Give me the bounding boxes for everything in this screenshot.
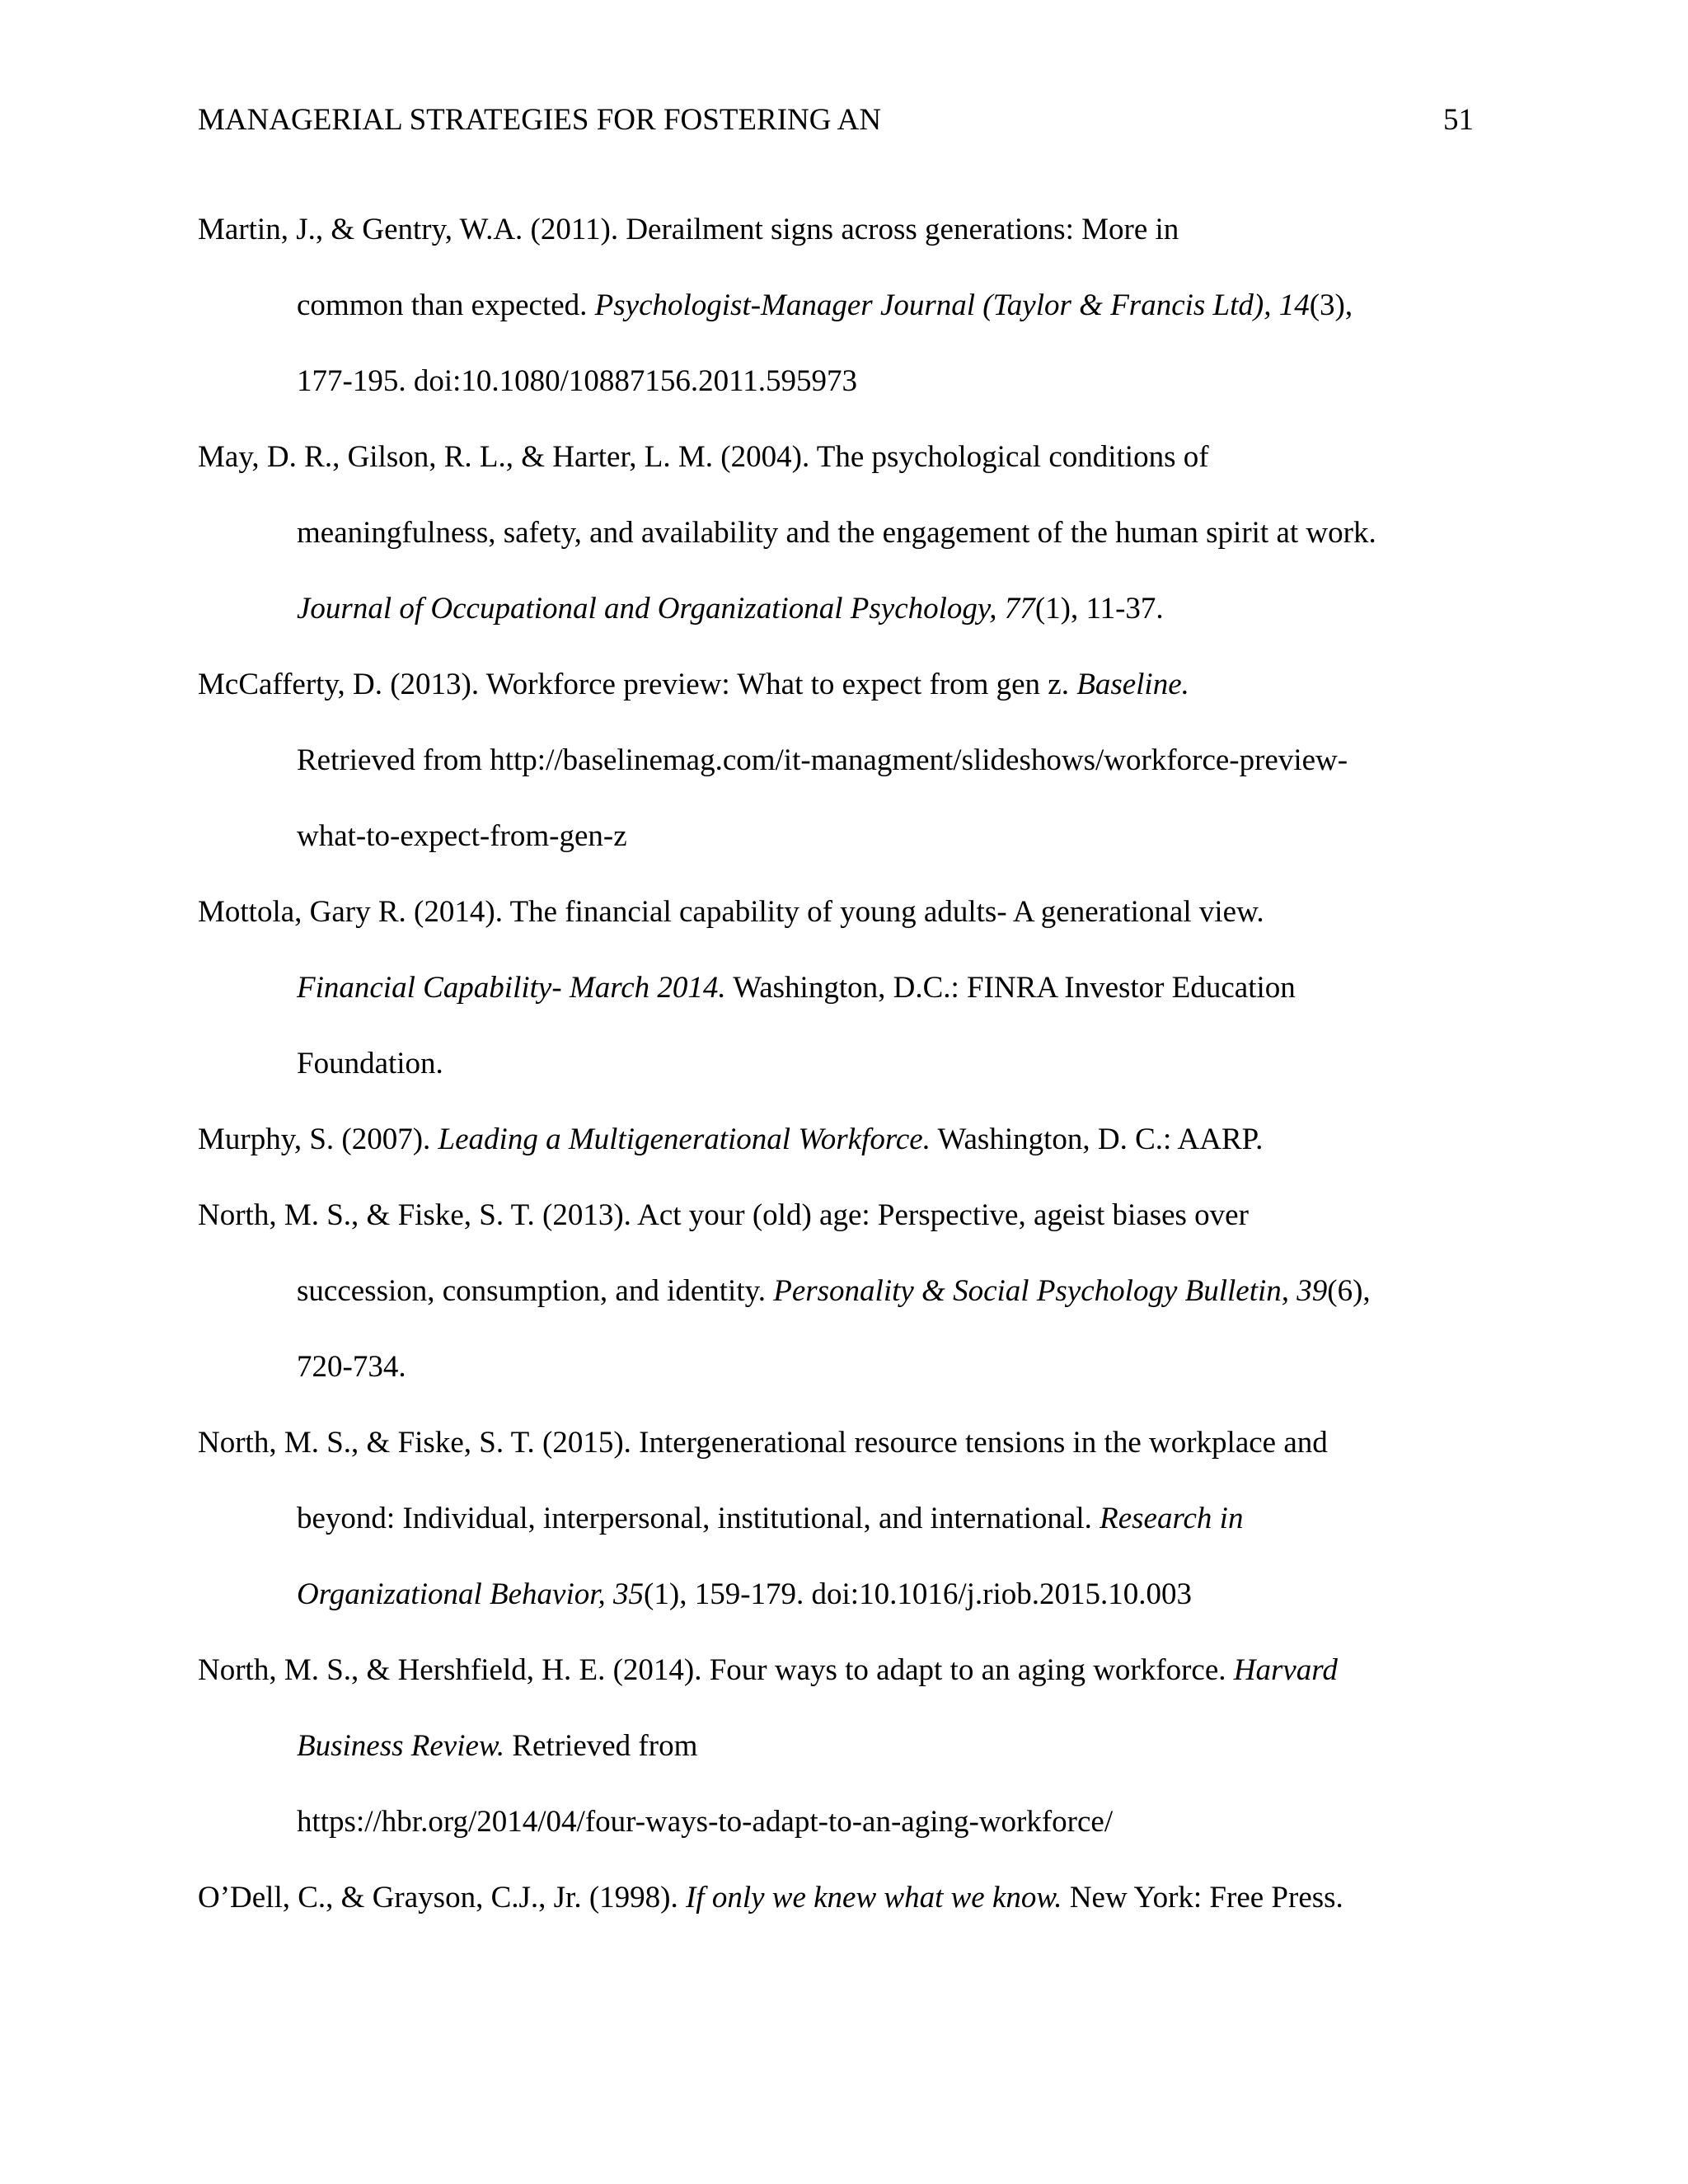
italic-text: Harvard [1233,1653,1338,1687]
italic-text: Psychologist-Manager Journal (Taylor & Francis Ltd), 14 [594,288,1310,322]
reference-text: https://hbr.org/2014/04/four-ways-to-adapt-to-an-aging-workforce/ [297,1805,1114,1839]
reference-first-line [198,1860,1484,1936]
italic-text: Journal of Occupational and Organizational Psychology, 77 [297,592,1035,626]
reference-text: meaningfulness, safety, and availability and the engagement of the human spirit at work. [297,516,1376,550]
reference-entry [198,1860,1484,1936]
reference-continuation-line [198,1557,1484,1633]
reference-continuation-line [198,1254,1484,1329]
reference-text: North, M. S., & Fiske, S. T. (2015). Intergenerational resource tensions in the workplace and [198,1426,1328,1460]
reference-text: Retrieved from http://baselinemag.com/it-managment/slideshows/workforce-preview- [297,743,1348,777]
reference-entry [198,1633,1484,1860]
reference-text: Washington, D.C.: FINRA Investor Education [725,971,1296,1005]
reference-entry [198,647,1484,874]
reference-continuation-line [198,1026,1484,1102]
reference-text: Mottola, Gary R. (2014). The financial capability of young adults- A generational view. [198,895,1264,929]
reference-continuation-line [198,1784,1484,1860]
reference-text: North, M. S., & Hershfield, H. E. (2014). Four ways to adapt to an aging workforce. [198,1653,1234,1687]
reference-text: North, M. S., & Fiske, S. T. (2013). Act your (old) age: Perspective, ageist biases over [198,1198,1249,1232]
reference-first-line [198,874,1484,950]
reference-text: Martin, J., & Gentry, W.A. (2011). Derailment signs across generations: More in [198,213,1179,246]
italic-text: Business Review. [297,1729,505,1763]
italic-text: If only we knew what we know. [685,1881,1062,1915]
reference-text: (6), [1327,1274,1371,1308]
reference-text: common than expected. [297,288,595,322]
reference-text: McCafferty, D. (2013). Workforce preview: What to expect from gen z. [198,668,1077,701]
reference-text: O’Dell, C., & Grayson, C.J., Jr. (1998). [198,1881,686,1915]
reference-first-line [198,1633,1484,1708]
reference-first-line [198,1178,1484,1254]
reference-text: Washington, D. C.: AARP. [930,1122,1264,1156]
italic-text: Leading a Multigenerational Workforce. [438,1122,931,1156]
reference-first-line [198,647,1484,723]
reference-continuation-line [198,1708,1484,1784]
reference-first-line [198,1102,1484,1178]
reference-text: (3), [1309,288,1353,322]
reference-text: succession, consumption, and identity. [297,1274,774,1308]
reference-entry [198,419,1484,647]
reference-text: (1), 11-37. [1034,592,1164,626]
reference-text: what-to-expect-from-gen-z [297,819,627,853]
reference-list [198,192,1484,1936]
reference-continuation-line [198,571,1484,647]
reference-first-line [198,192,1484,268]
reference-continuation-line [198,723,1484,799]
reference-text: 177-195. doi:10.1080/10887156.2011.595973 [297,364,858,398]
reference-text: Murphy, S. (2007). [198,1122,438,1156]
page-number: 51 [1443,103,1474,137]
reference-text: 720-734. [297,1350,406,1384]
italic-text: Personality & Social Psychology Bulletin, 39 [773,1274,1328,1308]
reference-text: New York: Free Press. [1062,1881,1343,1915]
reference-continuation-line [198,1481,1484,1557]
reference-text: Retrieved from [504,1729,698,1763]
reference-entry [198,192,1484,419]
italic-text: Organizational Behavior, 35 [297,1577,645,1611]
reference-continuation-line [198,495,1484,571]
reference-continuation-line [198,268,1484,344]
reference-entry [198,1405,1484,1633]
italic-text: Research in [1100,1502,1244,1535]
italic-text: Baseline. [1076,668,1189,701]
reference-text: May, D. R., Gilson, R. L., & Harter, L. M. (2004). The psychological conditions of [198,440,1209,474]
italic-text: Financial Capability- March 2014. [297,971,726,1005]
reference-entry [198,1178,1484,1405]
reference-text: beyond: Individual, interpersonal, institutional, and international. [297,1502,1100,1535]
reference-text: (1), 159-179. doi:10.1016/j.riob.2015.10.003 [644,1577,1192,1611]
reference-entry [198,874,1484,1102]
reference-first-line [198,419,1484,495]
reference-text: Foundation. [297,1047,443,1080]
reference-continuation-line [198,950,1484,1026]
reference-first-line [198,1405,1484,1481]
page-header [198,97,1474,143]
reference-entry [198,1102,1484,1178]
reference-continuation-line [198,799,1484,874]
running-head: MANAGERIAL STRATEGIES FOR FOSTERING AN [198,103,882,137]
reference-continuation-line [198,1329,1484,1405]
reference-continuation-line [198,344,1484,419]
